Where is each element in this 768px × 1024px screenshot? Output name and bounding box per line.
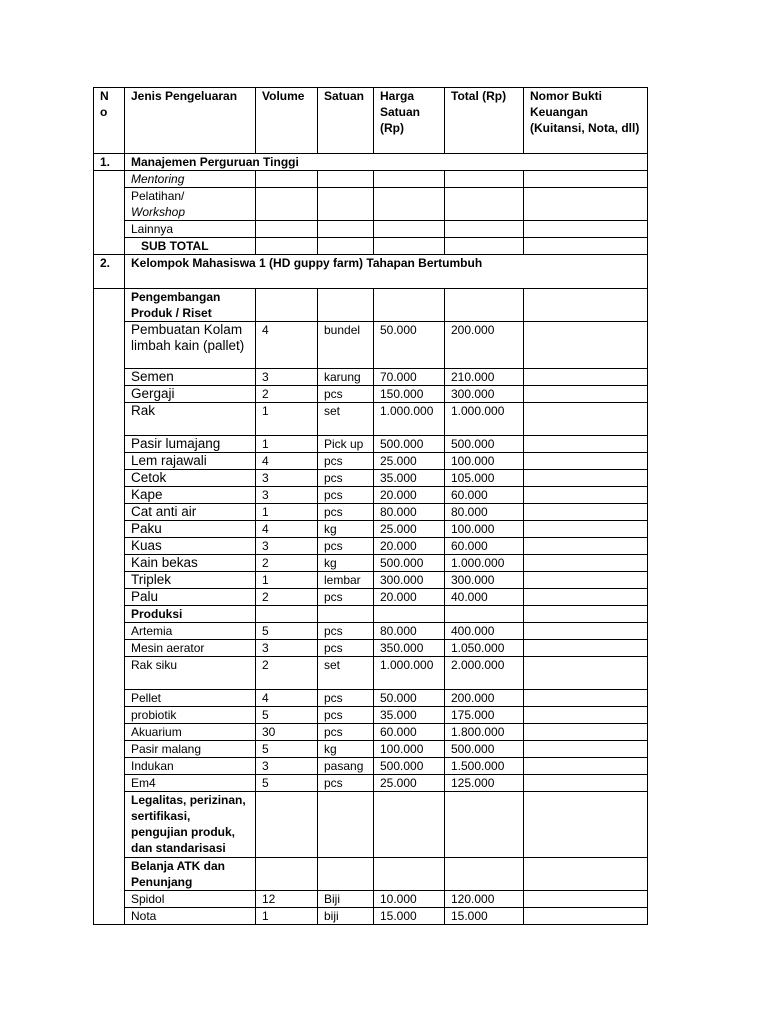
item-volume: 4 <box>256 521 318 538</box>
table-row <box>94 322 648 369</box>
item-name: Gergaji <box>125 386 256 403</box>
section-1-no: 1. <box>94 154 125 171</box>
item-satuan: kg <box>318 555 374 572</box>
item-name: Nota <box>125 908 256 925</box>
item-total: 40.000 <box>445 589 524 606</box>
item-volume: 1 <box>256 403 318 436</box>
item-harga: 10.000 <box>374 891 445 908</box>
item-name: Indukan <box>125 758 256 775</box>
item-volume: 2 <box>256 555 318 572</box>
item-volume: 12 <box>256 891 318 908</box>
item-name: probiotik <box>125 707 256 724</box>
item-total: 500.000 <box>445 436 524 453</box>
item-satuan: pcs <box>318 453 374 470</box>
item-name: Akuarium <box>125 724 256 741</box>
item-harga: 15.000 <box>374 908 445 925</box>
item-bukti <box>524 538 648 555</box>
item-total: 1.000.000 <box>445 403 524 436</box>
table-row <box>94 555 648 572</box>
item-total: 1.000.000 <box>445 555 524 572</box>
item-bukti <box>524 436 648 453</box>
header-satuan: Satuan <box>318 88 374 154</box>
item-bukti <box>524 521 648 538</box>
item-satuan: pcs <box>318 724 374 741</box>
item-satuan: set <box>318 657 374 690</box>
item-volume: 3 <box>256 640 318 657</box>
item-harga: 35.000 <box>374 470 445 487</box>
table-row <box>94 690 648 707</box>
item-total: 105.000 <box>445 470 524 487</box>
item-volume: 30 <box>256 724 318 741</box>
item-total: 300.000 <box>445 572 524 589</box>
item-bukti <box>524 504 648 521</box>
item-bukti <box>524 403 648 436</box>
item-satuan: biji <box>318 908 374 925</box>
item-harga: 25.000 <box>374 775 445 792</box>
item-satuan: pcs <box>318 623 374 640</box>
budget-table <box>93 87 648 925</box>
item-total: 15.000 <box>445 908 524 925</box>
item-volume: 5 <box>256 707 318 724</box>
item-harga: 350.000 <box>374 640 445 657</box>
item-total: 1.050.000 <box>445 640 524 657</box>
item-bukti <box>524 724 648 741</box>
item-name: Pasir malang <box>125 741 256 758</box>
section-1-no-span <box>94 171 125 255</box>
table-row <box>94 623 648 640</box>
item-bukti <box>524 369 648 386</box>
item-bukti <box>524 623 648 640</box>
item-total: 200.000 <box>445 690 524 707</box>
item-total: 60.000 <box>445 538 524 555</box>
item-volume: 2 <box>256 386 318 403</box>
item-volume: 4 <box>256 453 318 470</box>
item-total: 60.000 <box>445 487 524 504</box>
table-row <box>94 741 648 758</box>
item-volume: 2 <box>256 657 318 690</box>
table-row <box>94 386 648 403</box>
item-bukti <box>524 322 648 369</box>
group-legalitas-row <box>94 792 648 858</box>
item-name: Em4 <box>125 775 256 792</box>
subtotal-row <box>94 238 648 255</box>
item-bukti <box>524 707 648 724</box>
item-bukti <box>524 589 648 606</box>
table-row <box>94 504 648 521</box>
table-row <box>94 221 648 238</box>
table-row <box>94 775 648 792</box>
item-total: 120.000 <box>445 891 524 908</box>
item-volume: 3 <box>256 758 318 775</box>
header-volume: Volume <box>256 88 318 154</box>
item-satuan: pcs <box>318 589 374 606</box>
item-bukti <box>524 775 648 792</box>
item-bukti <box>524 555 648 572</box>
table-row <box>94 589 648 606</box>
item-harga: 20.000 <box>374 487 445 504</box>
item-bukti <box>524 908 648 925</box>
table-row <box>94 908 648 925</box>
header-total: Total (Rp) <box>445 88 524 154</box>
section-2-row <box>94 255 648 289</box>
item-name: Kuas <box>125 538 256 555</box>
section-2-no: 2. <box>94 255 125 289</box>
table-row <box>94 470 648 487</box>
item-name: Semen <box>125 369 256 386</box>
item-satuan: pcs <box>318 470 374 487</box>
item-bukti <box>524 386 648 403</box>
item-harga: 150.000 <box>374 386 445 403</box>
item-volume: 2 <box>256 589 318 606</box>
item-total: 1.500.000 <box>445 758 524 775</box>
item-bukti <box>524 487 648 504</box>
table-row <box>94 171 648 188</box>
item-lainnya: Lainnya <box>125 221 256 238</box>
table-row <box>94 453 648 470</box>
item-harga: 70.000 <box>374 369 445 386</box>
item-satuan: pcs <box>318 707 374 724</box>
item-total: 100.000 <box>445 453 524 470</box>
item-volume: 3 <box>256 538 318 555</box>
item-satuan: bundel <box>318 322 374 369</box>
item-name: Spidol <box>125 891 256 908</box>
section-1-row <box>94 154 648 171</box>
item-harga: 50.000 <box>374 322 445 369</box>
group-pengembangan-row <box>94 289 648 322</box>
item-harga: 300.000 <box>374 572 445 589</box>
table-row <box>94 640 648 657</box>
item-harga: 500.000 <box>374 555 445 572</box>
item-bukti <box>524 470 648 487</box>
section-1-title: Manajemen Perguruan Tinggi <box>125 154 648 171</box>
item-total: 80.000 <box>445 504 524 521</box>
item-name: Kape <box>125 487 256 504</box>
group-produksi: Produksi <box>125 606 256 623</box>
item-volume: 1 <box>256 572 318 589</box>
item-harga: 1.000.000 <box>374 403 445 436</box>
item-satuan: Biji <box>318 891 374 908</box>
table-row <box>94 403 648 436</box>
item-satuan: set <box>318 403 374 436</box>
table-row <box>94 521 648 538</box>
item-harga: 60.000 <box>374 724 445 741</box>
item-harga: 25.000 <box>374 521 445 538</box>
item-satuan: pcs <box>318 487 374 504</box>
item-volume: 3 <box>256 470 318 487</box>
item-harga: 1.000.000 <box>374 657 445 690</box>
item-satuan: pasang <box>318 758 374 775</box>
item-harga: 80.000 <box>374 504 445 521</box>
section-2-no-span <box>94 289 125 925</box>
item-name: Lem rajawali <box>125 453 256 470</box>
item-satuan: kg <box>318 741 374 758</box>
item-volume: 4 <box>256 690 318 707</box>
item-harga: 50.000 <box>374 690 445 707</box>
item-total: 210.000 <box>445 369 524 386</box>
item-satuan: Pick up <box>318 436 374 453</box>
section-2-title: Kelompok Mahasiswa 1 (HD guppy farm) Tahapan Bertumbuh <box>125 255 648 289</box>
item-harga: 500.000 <box>374 436 445 453</box>
item-name: Artemia <box>125 623 256 640</box>
item-name: Paku <box>125 521 256 538</box>
item-name: Palu <box>125 589 256 606</box>
item-harga: 25.000 <box>374 453 445 470</box>
item-satuan: pcs <box>318 386 374 403</box>
item-bukti <box>524 572 648 589</box>
item-harga: 35.000 <box>374 707 445 724</box>
item-mentoring: Mentoring <box>125 171 256 188</box>
item-total: 2.000.000 <box>445 657 524 690</box>
item-total: 200.000 <box>445 322 524 369</box>
item-volume: 1 <box>256 504 318 521</box>
item-name: Mesin aerator <box>125 640 256 657</box>
item-volume: 5 <box>256 623 318 640</box>
header-bukti: Nomor Bukti Keuangan (Kuitansi, Nota, dll) <box>524 88 648 154</box>
item-total: 500.000 <box>445 741 524 758</box>
item-volume: 5 <box>256 775 318 792</box>
item-bukti <box>524 891 648 908</box>
group-pengembangan: Pengembangan Produk / Riset <box>125 289 256 322</box>
item-volume: 3 <box>256 369 318 386</box>
table-row <box>94 724 648 741</box>
group-legalitas: Legalitas, perizinan, sertifikasi, pengujian produk, dan standarisasi <box>125 792 256 858</box>
group-atk: Belanja ATK dan Penunjang <box>125 858 256 891</box>
group-atk-row <box>94 858 648 891</box>
item-satuan: lembar <box>318 572 374 589</box>
table-row <box>94 707 648 724</box>
item-total: 125.000 <box>445 775 524 792</box>
table-row <box>94 436 648 453</box>
table-row <box>94 572 648 589</box>
item-harga: 100.000 <box>374 741 445 758</box>
subtotal-label: SUB TOTAL <box>125 238 256 255</box>
item-total: 175.000 <box>445 707 524 724</box>
item-bukti <box>524 690 648 707</box>
table-row <box>94 487 648 504</box>
item-bukti <box>524 640 648 657</box>
item-pelatihan-workshop: Pelatihan/ Workshop <box>125 188 256 221</box>
header-row <box>94 88 648 154</box>
item-name: Cat anti air <box>125 504 256 521</box>
table-row <box>94 891 648 908</box>
item-volume: 5 <box>256 741 318 758</box>
table-row <box>94 369 648 386</box>
item-name: Pembuatan Kolam limbah kain (pallet) <box>125 322 256 369</box>
group-produksi-row <box>94 606 648 623</box>
item-name: Rak <box>125 403 256 436</box>
item-total: 400.000 <box>445 623 524 640</box>
table-row <box>94 538 648 555</box>
table-row <box>94 657 648 690</box>
item-satuan: pcs <box>318 690 374 707</box>
item-bukti <box>524 453 648 470</box>
item-total: 300.000 <box>445 386 524 403</box>
item-harga: 20.000 <box>374 538 445 555</box>
table-row <box>94 188 648 221</box>
item-name: Triplek <box>125 572 256 589</box>
item-volume: 3 <box>256 487 318 504</box>
item-harga: 500.000 <box>374 758 445 775</box>
item-bukti <box>524 657 648 690</box>
item-name: Pellet <box>125 690 256 707</box>
header-no: N o <box>94 88 125 154</box>
header-harga: Harga Satuan (Rp) <box>374 88 445 154</box>
item-bukti <box>524 758 648 775</box>
item-total: 1.800.000 <box>445 724 524 741</box>
item-harga: 80.000 <box>374 623 445 640</box>
item-harga: 20.000 <box>374 589 445 606</box>
item-name: Rak siku <box>125 657 256 690</box>
item-volume: 1 <box>256 908 318 925</box>
item-satuan: pcs <box>318 640 374 657</box>
table-row <box>94 758 648 775</box>
item-volume: 4 <box>256 322 318 369</box>
header-jenis: Jenis Pengeluaran <box>125 88 256 154</box>
item-satuan: pcs <box>318 504 374 521</box>
item-satuan: pcs <box>318 538 374 555</box>
item-bukti <box>524 741 648 758</box>
item-name: Pasir lumajang <box>125 436 256 453</box>
item-satuan: karung <box>318 369 374 386</box>
item-total: 100.000 <box>445 521 524 538</box>
item-satuan: kg <box>318 521 374 538</box>
item-name: Cetok <box>125 470 256 487</box>
item-name: Kain bekas <box>125 555 256 572</box>
item-volume: 1 <box>256 436 318 453</box>
item-satuan: pcs <box>318 775 374 792</box>
